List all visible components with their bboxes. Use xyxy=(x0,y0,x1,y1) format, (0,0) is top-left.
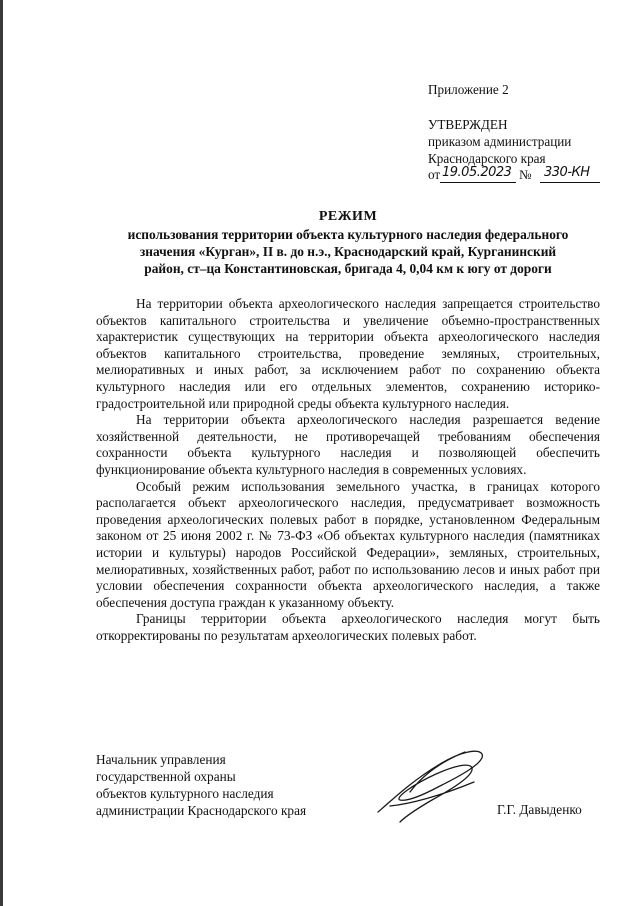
handwritten-date: 19.05.2023 xyxy=(442,165,512,180)
title-line-2: значения «Курган», II в. до н.э., Краснодарский край, Курганинский xyxy=(139,244,557,259)
number-label: № xyxy=(519,167,532,182)
paragraph-allowed: На территории объекта археологического наследия разрешается ведение хозяйственной деятельности, не противоречащей требованиям обеспечения сохранности объекта культурного наследия и позволяющей обеспечить функционирование объекта культурного наследия в современных условиях. xyxy=(96,412,600,477)
title-heading: РЕЖИМ xyxy=(318,209,378,224)
title-line-3: район, ст–ца Константиновская, бригада 4, 0,04 км к югу от дороги xyxy=(144,261,552,276)
document-body xyxy=(96,296,600,644)
number-underline xyxy=(540,182,600,183)
handwritten-signature xyxy=(370,742,490,830)
appendix-label: Приложение 2 xyxy=(428,82,509,97)
document-title xyxy=(96,208,600,277)
approval-block xyxy=(428,82,590,185)
date-number-line xyxy=(428,165,590,185)
signatory-line-4: администрации Краснодарского края xyxy=(96,803,307,818)
signatory-name: Г.Г. Давыденко xyxy=(497,802,582,817)
paragraph-prohibited: На территории объекта археологического наследия запрещается строительство объектов капитального строительства и увеличение объемно-пространственных характеристик существующих на территории объекта археологического наследия объектов капитального строительства, проведение земляных, строительных, мелиоративных и иных работ, за исключением работ по сохранению объекта культурного наследия или его отдельных элементов, сохранению историко-градостроительной или природной среды объекта культурного наследия. xyxy=(96,296,600,411)
handwritten-number: 330-КН xyxy=(544,165,590,180)
from-label: от xyxy=(428,167,441,182)
signatory-line-1: Начальник управления xyxy=(96,752,226,767)
order-line-2: Краснодарского края xyxy=(428,150,546,166)
approved-label: УТВЕРЖДЕН xyxy=(428,116,508,132)
title-line-1: использования территории объекта культурного наследия федерального xyxy=(127,227,569,242)
paragraph-boundaries: Границы территории объекта археологического наследия могут быть откорректированы по результатам археологических полевых работ. xyxy=(96,611,600,643)
signatory-line-2: государственной охраны xyxy=(96,769,236,784)
signatory-title xyxy=(96,751,306,819)
signatory-line-3: объектов культурного наследия xyxy=(96,786,274,801)
scan-edge xyxy=(0,0,3,906)
date-underline xyxy=(440,182,516,183)
paragraph-special-regime: Особый режим использования земельного участка, в границах которого располагается объект археологического наследия, предусматривает возможность проведения археологических полевых работ в порядке, установленном Федеральным законом от 25 июня 2002 г. № 73-ФЗ «Об объектах культурного наследия (памятниках истории и культуры) народов Российской Федерации», земляных, строительных, мелиоративных, хозяйственных работ, работ по использованию лесов и иных работ при условии обеспечения сохранности объекта археологического наследия, а также обеспечения доступа граждан к указанному объекту. xyxy=(96,478,600,610)
order-line-1: приказом администрации xyxy=(428,134,572,149)
